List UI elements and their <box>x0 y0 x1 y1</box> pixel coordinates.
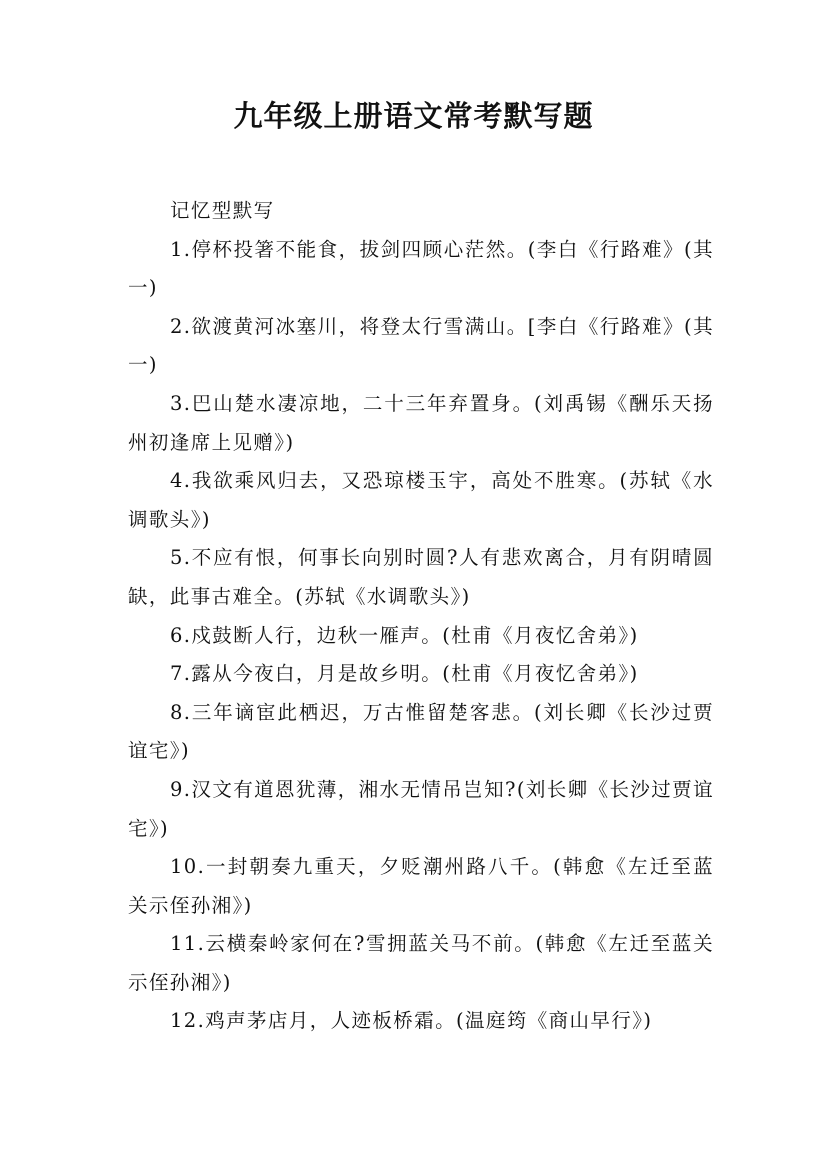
poem-line-item: 10.一封朝奏九重天，夕贬潮州路八千。(韩愈《左迁至蓝关示侄孙湘》) <box>128 855 714 917</box>
poem-line-item: 1.停杯投箸不能食，拔剑四顾心茫然。(李白《行路难》(其一) <box>128 237 714 300</box>
section-heading: 记忆型默写 <box>170 199 275 222</box>
poem-line-item: 12.鸡声茅店月，人迹板桥霜。(温庭筠《商山早行》) <box>170 1009 653 1033</box>
poem-line-item: 4.我欲乘风归去，又恐琼楼玉宇，高处不胜寒。(苏轼《水调歌头》) <box>128 469 714 531</box>
document-title: 九年级上册语文常考默写题 <box>233 99 594 133</box>
poem-line-item: 2.欲渡黄河冰塞川，将登太行雪满山。[李白《行路难》(其一) <box>128 314 714 377</box>
poem-line-item: 11.云横秦岭家何在?雪拥蓝关马不前。(韩愈《左迁至蓝关示侄孙湘》) <box>128 932 714 994</box>
poem-line-item: 9.汉文有道恩犹薄，湘水无情吊岂知?(刘长卿《长沙过贾谊宅》) <box>128 777 714 840</box>
poem-line-item: 8.三年谪宦此栖迟，万古惟留楚客悲。(刘长卿《长沙过贾谊宅》) <box>128 700 714 763</box>
document-body <box>128 192 714 1041</box>
poem-line-item: 7.露从今夜白，月是故乡明。(杜甫《月夜忆舍弟》) <box>170 662 639 686</box>
poem-line-item: 5.不应有恨，何事长向别时圆?人有悲欢离合，月有阴晴圆缺，此事古难全。(苏轼《水调歌头》) <box>128 546 714 608</box>
poem-line-item: 6.戍鼓断人行，边秋一雁声。(杜甫《月夜忆舍弟》) <box>170 623 639 647</box>
poem-line-item: 3.巴山楚水凄凉地，二十三年弃置身。(刘禹锡《酬乐天扬州初逢席上见赠》) <box>128 391 714 454</box>
